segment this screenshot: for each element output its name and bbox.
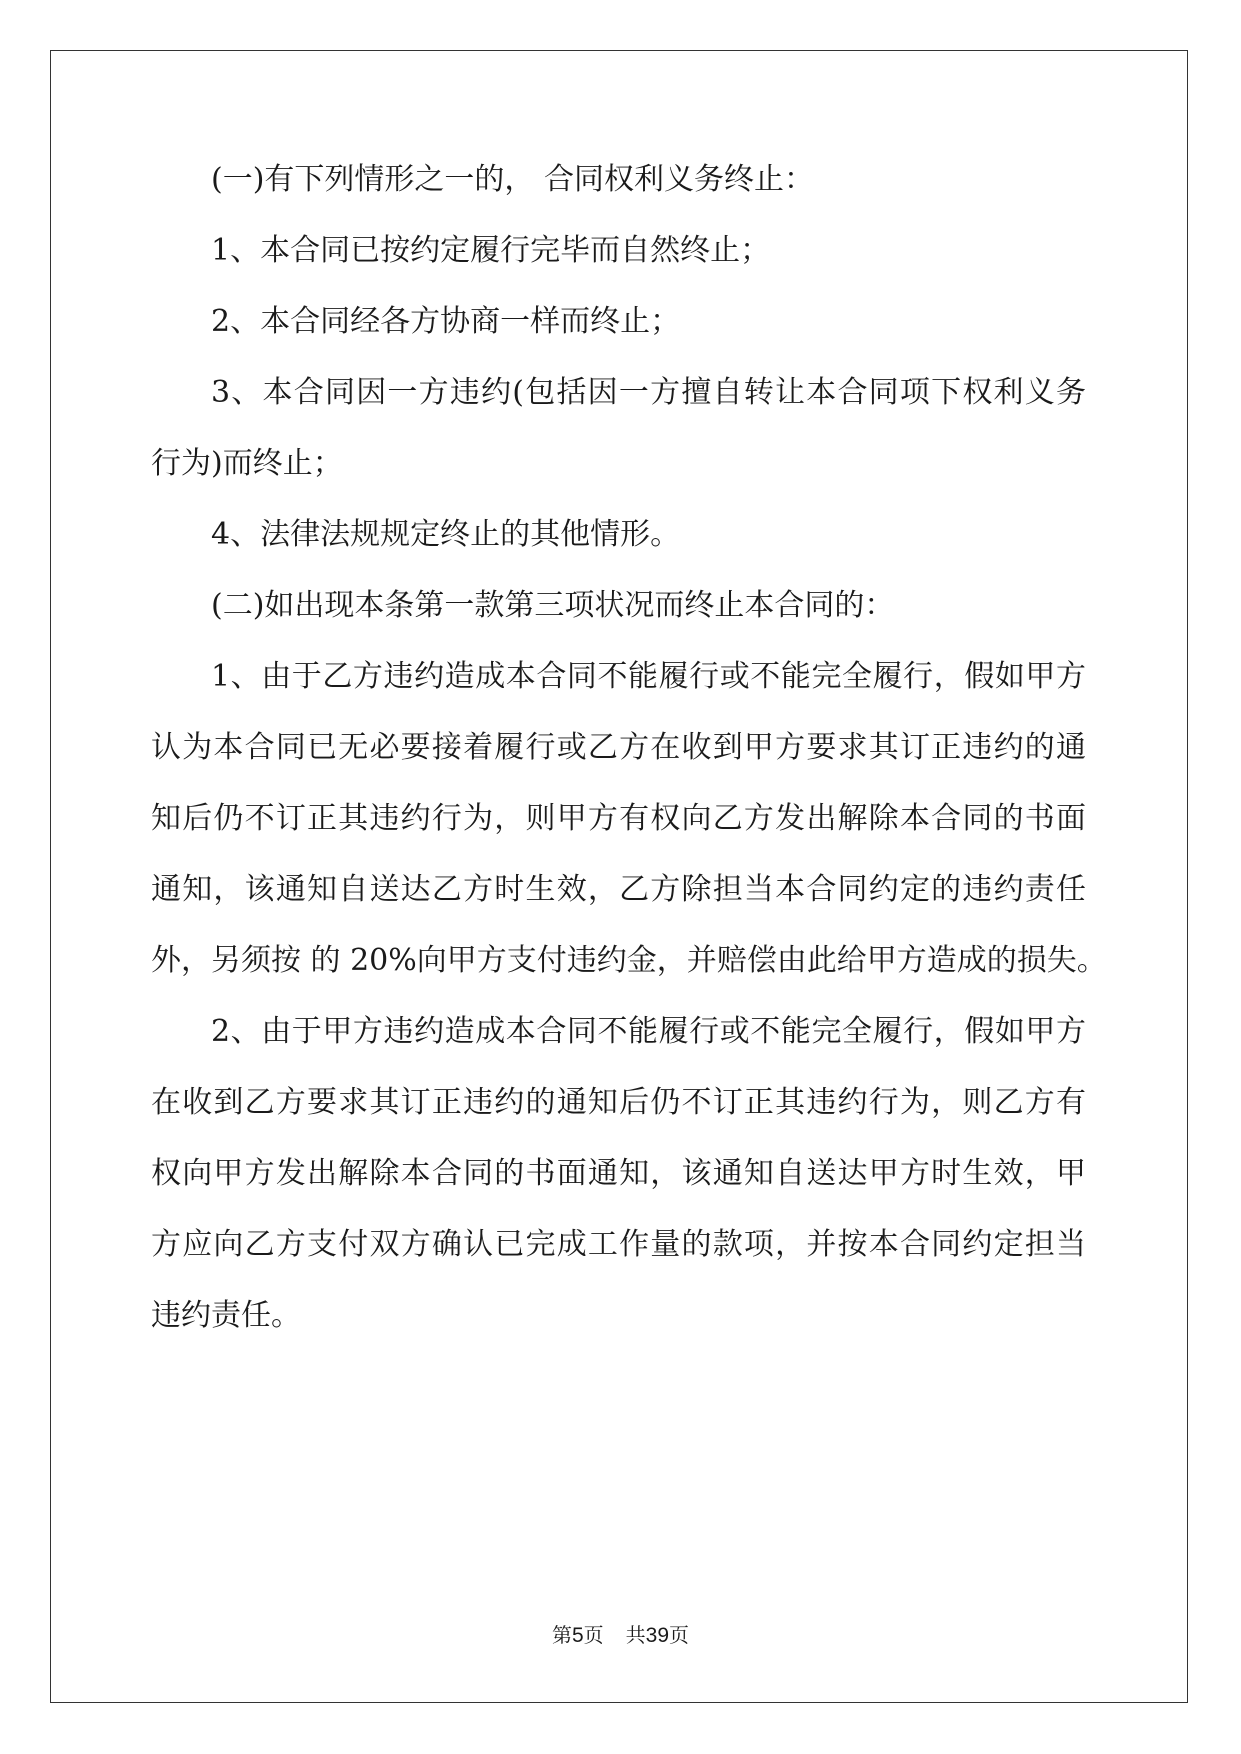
paragraph-3-line-1: 2、本合同经各方协商一样而终止； [211,304,681,339]
page-footer [0,1622,1241,1649]
paragraph-7-line-5: 外，另须按 的 20%向甲方支付违约金，并赔偿由此给甲方造成的损失。 [151,943,1107,978]
footer-page-number: 5 [571,1624,584,1647]
paragraph-5-line-1: 4、法律法规规定终止的其他情形。 [211,517,681,552]
paragraph-4-line-1: 3、本合同因一方违约(包括因一方擅自转让本合同项下权利义务 [211,375,1086,410]
footer-total-pages: 39 [645,1624,670,1647]
paragraph-8-line-4: 方应向乙方支付双方确认已完成工作量的款项，并按本合同约定担当 [151,1227,1086,1262]
paragraph-6-line-1: (二)如出现本条第一款第三项状况而终止本合同的： [211,588,895,623]
paragraph-7-line-2: 认为本合同已无必要接着履行或乙方在收到甲方要求其订正违约的通 [151,730,1086,765]
paragraph-8-line-1: 2、由于甲方违约造成本合同不能履行或不能完全履行，假如甲方 [211,1014,1086,1049]
paragraph-7-line-3: 知后仍不订正其违约行为，则甲方有权向乙方发出解除本合同的书面 [151,801,1086,836]
paragraph-8-line-3: 权向甲方发出解除本合同的书面通知，该通知自送达甲方时生效，甲 [151,1156,1086,1191]
paragraph-7-line-4: 通知，该通知自送达乙方时生效，乙方除担当本合同约定的违约责任 [151,872,1086,907]
paragraph-8-line-2: 在收到乙方要求其订正违约的通知后仍不订正其违约行为，则乙方有 [151,1085,1086,1120]
footer-page-suffix: 页 [583,1623,604,1647]
paragraph-4-line-2: 行为)而终止； [151,446,343,481]
footer-total-suffix: 页 [669,1623,690,1647]
paragraph-1-line-1: (一)有下列情形之一的， 合同权利义务终止： [211,162,814,197]
paragraph-8-line-5: 违约责任。 [151,1298,301,1333]
footer-prefix: 第 [551,1623,572,1647]
footer-total-prefix: 共 [625,1623,646,1647]
paragraph-7-line-1: 1、由于乙方违约造成本合同不能履行或不能完全履行，假如甲方 [211,659,1086,694]
paragraph-2-line-1: 1、本合同已按约定履行完毕而自然终止； [211,233,771,268]
